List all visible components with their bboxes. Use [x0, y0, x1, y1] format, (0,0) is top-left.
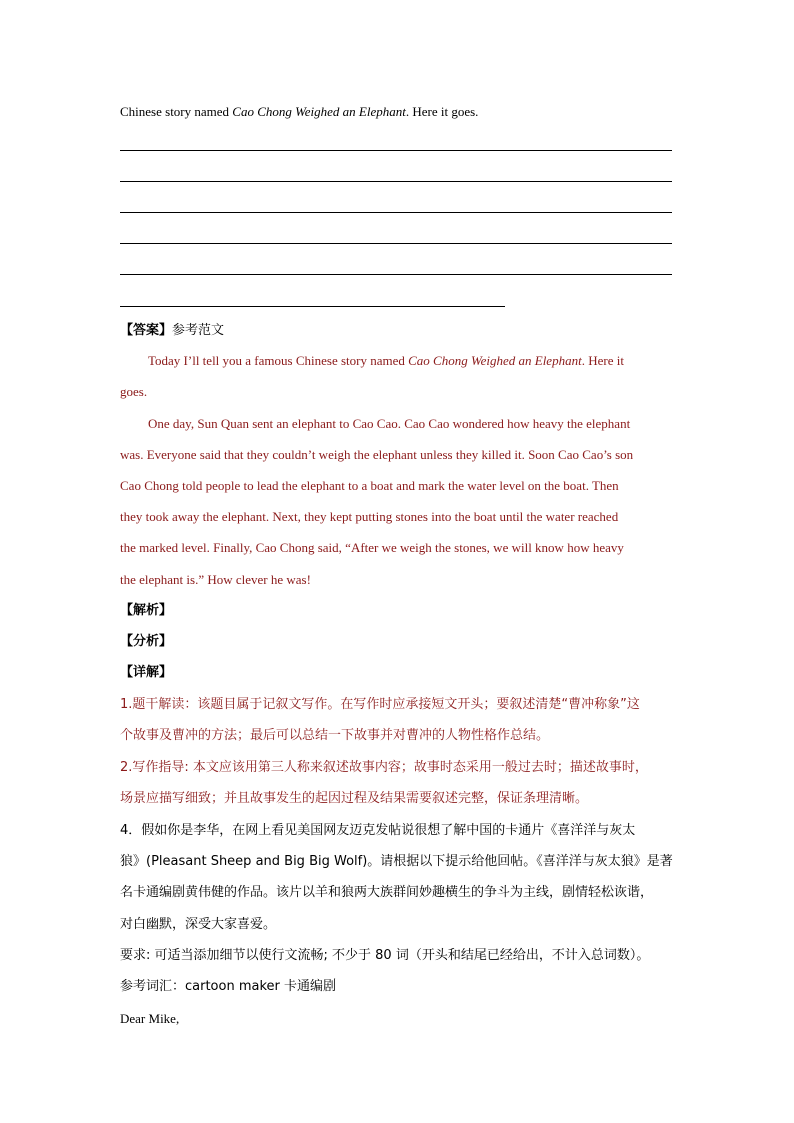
question4-line-1: 4．假如你是李华，在网上看见美国网友迈克发帖说很想了解中国的卡通片《喜洋洋与灰太: [120, 823, 636, 838]
answer-p1-line-2: goes.: [120, 384, 148, 399]
answer-p1-line-1: [148, 353, 624, 369]
detail-label: 【详解】: [120, 665, 173, 680]
detail-2b: 场景应描写细致；并且故事发生的起因过程及结果需要叙述完整，保证条理清晰。: [120, 791, 589, 806]
detail-2a: 2.写作指导: 本文应该用第三人称来叙述故事内容；故事时态采用一般过去时；描述故事时，: [120, 760, 648, 775]
question4-greeting: Dear Mike,: [120, 1011, 180, 1026]
answer-heading: [120, 322, 224, 339]
answer-p1-pre: Today I’ll tell you a famous Chinese story named: [148, 353, 409, 368]
intro-line: [120, 104, 478, 120]
writing-line-2: [120, 181, 672, 182]
answer-label: 【答案】: [120, 323, 173, 338]
writing-line-1: [120, 150, 672, 151]
question4-line-3: 名卡通编剧黄伟健的作品。该片以羊和狼两大族群间妙趣横生的争斗为主线，剧情轻松诙谐，: [120, 885, 654, 900]
fenxi-label: 【分析】: [120, 634, 173, 649]
intro-pre: Chinese story named: [120, 104, 233, 119]
answer-sub: 参考范文: [172, 323, 225, 338]
answer-p2-line-3: Cao Chong told people to lead the elephant to a boat and mark the water level on the boat. Then: [120, 478, 619, 493]
analysis-label: 【解析】: [120, 603, 173, 618]
writing-line-4: [120, 243, 672, 244]
writing-line-5: [120, 274, 672, 275]
answer-p1-title: Cao Chong Weighed an Elephant: [408, 353, 582, 368]
writing-line-6: [120, 306, 505, 307]
intro-post: . Here it goes.: [405, 104, 479, 119]
answer-p2-line-2: was. Everyone said that they couldn’t weigh the elephant unless they killed it. Soon Cao Cao’s son: [120, 447, 634, 462]
answer-p2-line-4: they took away the elephant. Next, they kept putting stones into the boat until the water reached: [120, 509, 619, 524]
question4-vocab: 参考词汇：cartoon maker 卡通编剧: [120, 979, 337, 994]
detail-1a: 1.题干解读：该题目属于记叙文写作。在写作时应承接短文开头；要叙述清楚“曹冲称象”这: [120, 697, 640, 712]
question4-requirement: 要求: 可适当添加细节以使行文流畅; 不少于 80 词（开头和结尾已经给出，不计入总词数）。: [120, 948, 650, 963]
question4-line-2: 狼》(Pleasant Sheep and Big Big Wolf)。请根据以下提示给他回帖。《喜洋洋与灰太狼》是著: [120, 854, 673, 869]
detail-1b: 个故事及曹冲的方法；最后可以总结一下故事并对曹冲的人物性格作总结。: [120, 728, 550, 743]
answer-p2-line-6: the elephant is.” How clever he was!: [120, 572, 311, 587]
intro-story-title: Cao Chong Weighed an Elephant: [232, 104, 406, 119]
answer-p1-post: . Here it: [581, 353, 624, 368]
answer-p2-line-1: One day, Sun Quan sent an elephant to Cao Cao. Cao Cao wondered how heavy the elephant: [148, 416, 631, 431]
question4-line-4: 对白幽默，深受大家喜爱。: [120, 917, 277, 932]
answer-p2-line-5: the marked level. Finally, Cao Chong said, “After we weigh the stones, we will know how heavy: [120, 540, 624, 555]
writing-line-3: [120, 212, 672, 213]
